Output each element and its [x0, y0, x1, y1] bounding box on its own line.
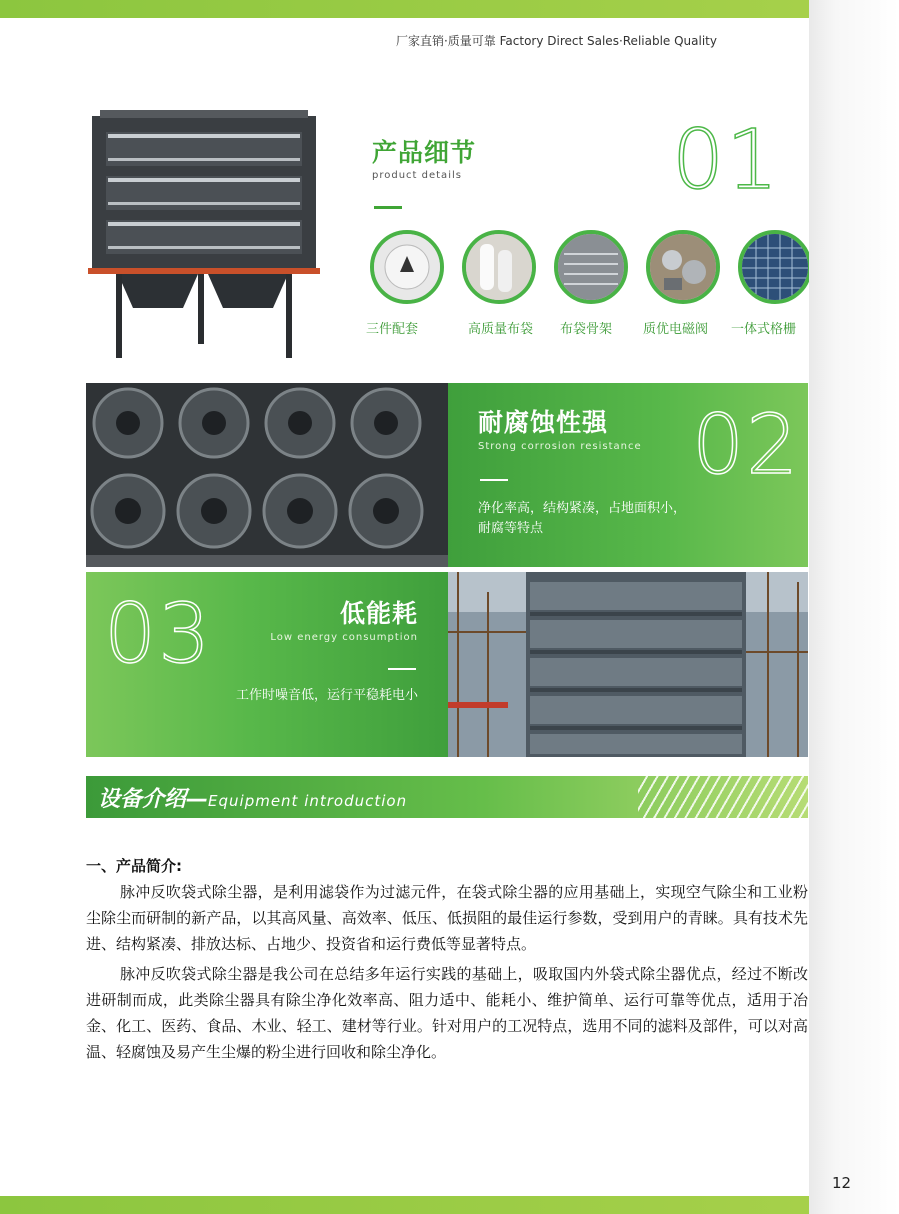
page-number: 12 — [832, 1174, 852, 1192]
intro-paragraph-1: 脉冲反吹袋式除尘器，是利用滤袋作为过滤元件，在袋式除尘器的应用基础上，实现空气除尘和工业粉尘除尘而研制的新产品，以其高风量、高效率、低压、低损阻的最佳运行参数，受到用户的青睐。具有技术先进、结构紧凑、排放达标、占地少、投资省和运行费低等显著特点。 — [86, 883, 808, 953]
label-grille: 一体式格栅 — [731, 322, 797, 337]
filter-bag-icon — [462, 230, 536, 304]
top-green-bar — [0, 0, 809, 18]
dust-collector-machine-image — [88, 108, 320, 358]
equipment-title: 设备介绍—Equipment introduction — [98, 787, 408, 812]
page-edge-shadow — [809, 0, 899, 1214]
product-details-title: 产品细节 — [372, 138, 477, 167]
banner-stripes — [638, 776, 808, 818]
three-piece-set-icon — [370, 230, 444, 304]
header-tagline: 厂家直销·质量可靠 Factory Direct Sales·Reliable Quality — [395, 34, 717, 48]
grille-icon — [738, 230, 812, 304]
corrosion-description: 净化率高，结构紧凑，占地面积小， 耐腐等特点 — [478, 501, 687, 536]
section-number-02: 02 — [692, 398, 801, 493]
corrosion-subtitle: Strong corrosion resistance — [478, 441, 642, 452]
low-energy-dash — [388, 668, 416, 670]
corrosion-title: 耐腐蚀性强 — [478, 408, 609, 437]
low-energy-title: 低能耗 — [339, 599, 418, 628]
product-details-subtitle: product details — [372, 170, 462, 181]
label-bag-cage: 布袋骨架 — [560, 322, 613, 337]
corrosion-resistant-filter-photo — [86, 383, 448, 567]
detail-circles — [370, 230, 810, 310]
section-03-panel — [86, 572, 448, 757]
bottom-green-bar — [0, 1196, 809, 1214]
equipment-introduction-banner — [86, 776, 808, 818]
product-intro-heading: 一、产品简介: — [86, 857, 182, 875]
low-energy-description: 工作时噪音低，运行平稳耗电小 — [235, 688, 418, 703]
bag-cage-icon — [554, 230, 628, 304]
label-filter-bag: 高质量布袋 — [468, 322, 534, 337]
section-number-03: 03 — [104, 587, 213, 682]
section-number-01: 01 — [672, 113, 781, 208]
label-solenoid-valve: 质优电磁阀 — [643, 322, 709, 337]
low-energy-subtitle: Low energy consumption — [270, 632, 418, 643]
factory-installation-photo — [448, 572, 808, 757]
corrosion-dash — [480, 479, 508, 481]
section-02-panel — [448, 383, 808, 567]
solenoid-valve-icon — [646, 230, 720, 304]
title-dash — [374, 206, 402, 209]
intro-paragraph-2: 脉冲反吹袋式除尘器是我公司在总结多年运行实践的基础上，吸取国内外袋式除尘器优点，经过不断改进研制而成，此类除尘器具有除尘净化效率高、阻力适中、能耗小、维护简单、运行可靠等优点，适用于冶金、化工、医药、食品、木业、轻工、建材等行业。针对用户的工况特点，选用不同的滤料及部件，可以对高温、轻腐蚀及易产生尘爆的粉尘进行回收和除尘净化。 — [86, 965, 808, 1061]
label-three-piece-set: 三件配套 — [366, 322, 419, 337]
